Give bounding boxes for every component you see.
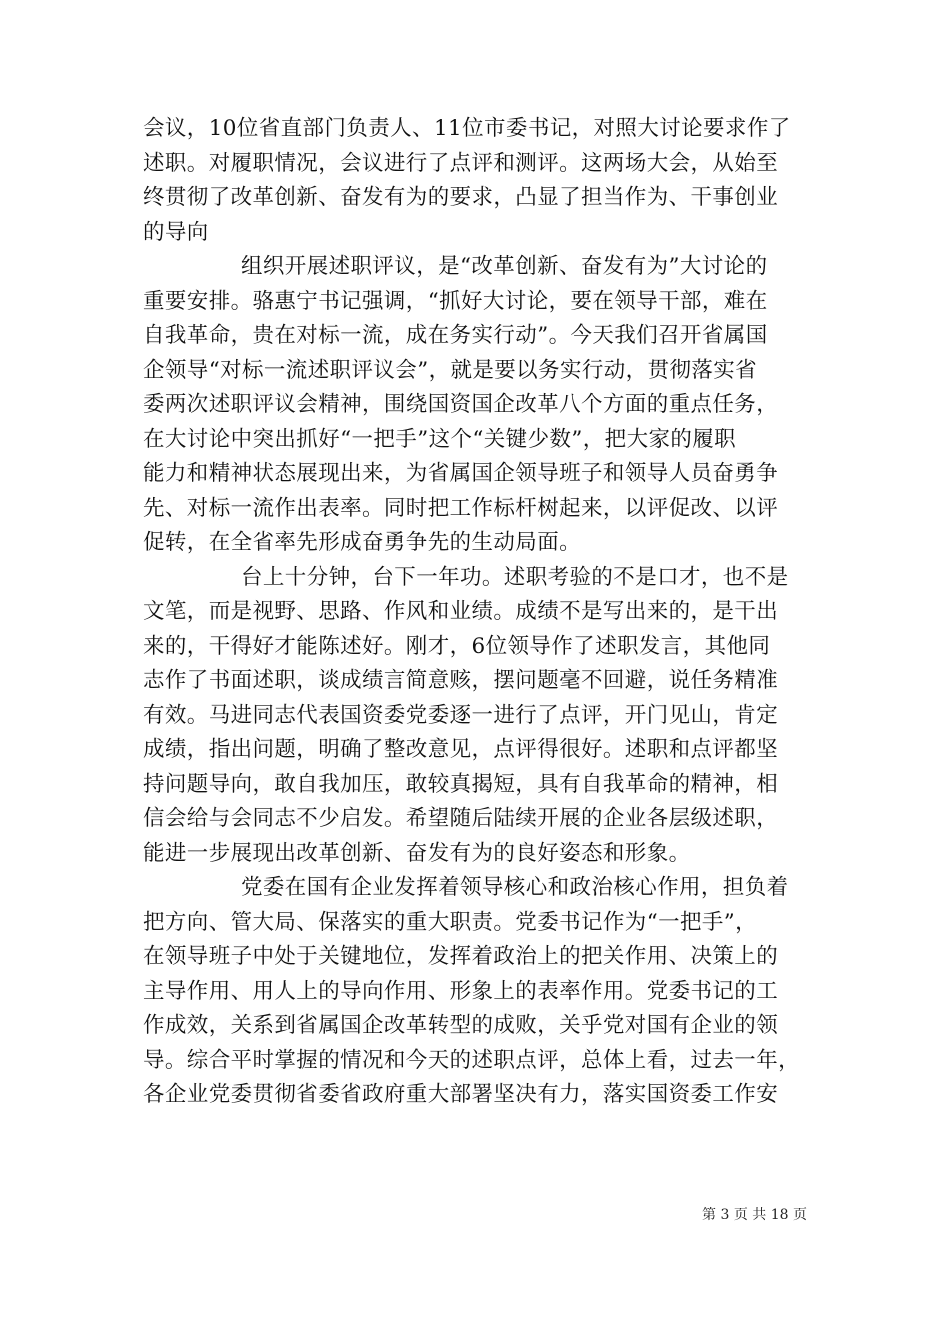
- text-line: 各企业党委贯彻省委省政府重大部署坚决有力，落实国资委工作安: [143, 1082, 779, 1107]
- text-line: 志作了书面述职，谈成绩言简意赅，摆问题毫不回避，说任务精准: [143, 668, 779, 693]
- text-line: 能进一步展现出改革创新、奋发有为的良好姿态和形象。: [143, 840, 691, 866]
- text-line: 会议，10位省直部门负责人、11位市委书记，对照大讨论要求作了: [143, 116, 791, 141]
- text-line: 有效。马进同志代表国资委党委逐一进行了点评，开门见山，肯定: [143, 702, 779, 728]
- text-line: 导。综合平时掌握的情况和今天的述职点评，总体上看，过去一年，: [143, 1047, 801, 1073]
- text-line: 台上十分钟，台下一年功。述职考验的不是口才，也不是: [241, 564, 789, 590]
- text-line: 在大讨论中突出抓好“一把手”这个“关键少数”，把大家的履职: [143, 426, 737, 452]
- text-line: 党委在国有企业发挥着领导核心和政治核心作用，担负着: [241, 875, 789, 900]
- text-line: 的导向: [143, 219, 209, 245]
- text-line: 主导作用、用人上的导向作用、形象上的表率作用。党委书记的工: [143, 978, 779, 1004]
- text-line: 来的，干得好才能陈述好。刚才，6位领导作了述职发言，其他同: [143, 633, 771, 659]
- text-line: 作成效，关系到省属国企改革转型的成败，关乎党对国有企业的领: [143, 1013, 779, 1038]
- text-line: 述职。对履职情况，会议进行了点评和测评。这两场大会，从始至: [143, 150, 779, 176]
- paragraph: [143, 250, 833, 561]
- text-line: 自我革命，贵在对标一流，成在务实行动”。今天我们召开省属国: [143, 323, 768, 348]
- paragraph: [143, 871, 833, 1113]
- text-line: 重要安排。骆惠宁书记强调，“抓好大讨论，要在领导干部，难在: [143, 288, 768, 314]
- text-line: 组织开展述职评议，是“改革创新、奋发有为”大讨论的: [241, 254, 768, 279]
- text-line: 持问题导向，敢自我加压，敢较真揭短，具有自我革命的精神，相: [143, 771, 779, 797]
- paragraph: [143, 112, 833, 250]
- text-line: 终贯彻了改革创新、奋发有为的要求，凸显了担当作为、干事创业: [143, 185, 779, 210]
- text-line: 在领导班子中处于关键地位，发挥着政治上的把关作用、决策上的: [143, 944, 779, 969]
- text-line: 促转，在全省率先形成奋勇争先的生动局面。: [143, 530, 582, 555]
- text-line: 能力和精神状态展现出来，为省属国企领导班子和领导人员奋勇争: [143, 461, 779, 486]
- text-line: 企领导“对标一流述职评议会”，就是要以务实行动，贯彻落实省: [143, 357, 758, 383]
- text-line: 委两次述职评议会精神，围绕国资国企改革八个方面的重点任务，: [143, 392, 779, 417]
- text-line: 先、对标一流作出表率。同时把工作标杆树起来，以评促改、以评: [143, 495, 779, 521]
- page-number: 第 3 页 共 18 页: [702, 1207, 807, 1223]
- document-body: [143, 112, 833, 1113]
- text-line: 把方向、管大局、保落实的重大职责。党委书记作为“一把手”，: [143, 909, 758, 935]
- text-line: 成绩，指出问题，明确了整改意见，点评得很好。述职和点评都坚: [143, 737, 779, 762]
- text-line: 文笔，而是视野、思路、作风和业绩。成绩不是写出来的，是干出: [143, 599, 779, 624]
- text-line: 信会给与会同志不少启发。希望随后陆续开展的企业各层级述职，: [143, 806, 779, 831]
- paragraph: [143, 561, 833, 872]
